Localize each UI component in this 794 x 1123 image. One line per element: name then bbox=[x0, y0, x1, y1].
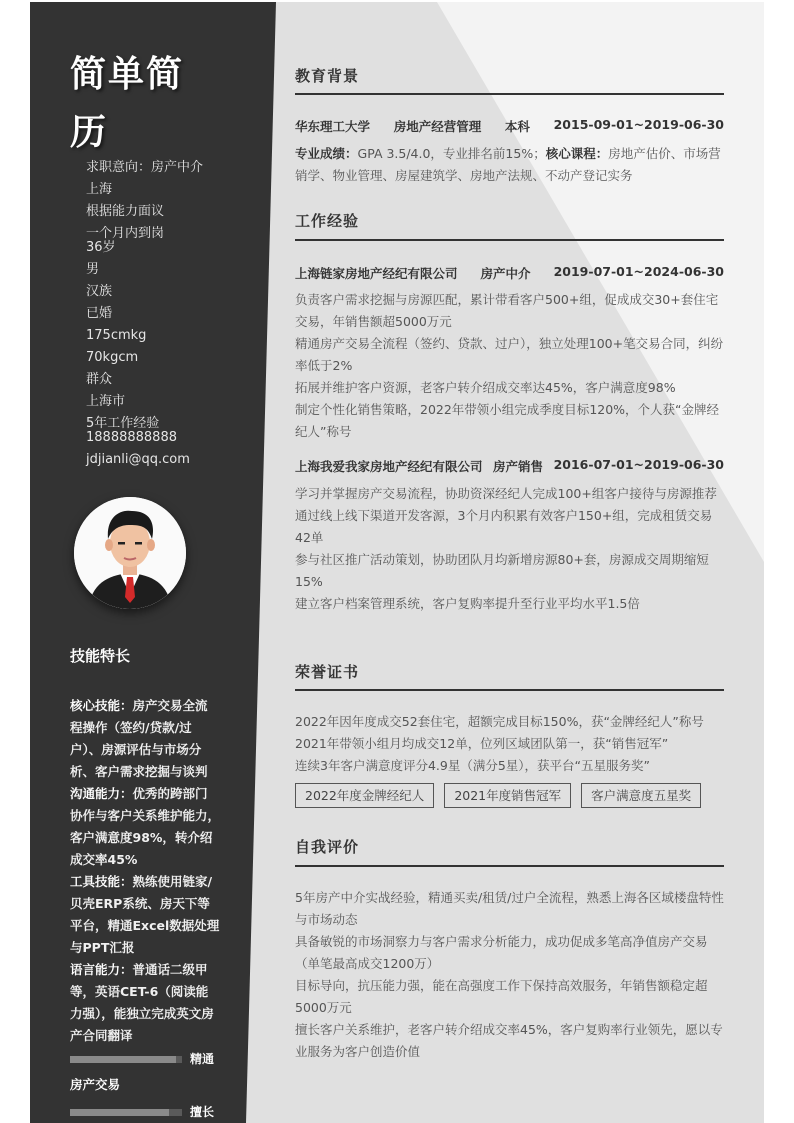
self-eval-title: 自我评价 bbox=[295, 838, 360, 856]
phone: 18888888888 bbox=[86, 430, 177, 445]
section-divider bbox=[295, 689, 724, 691]
skills-list bbox=[70, 695, 220, 1047]
sidebar bbox=[30, 2, 270, 1123]
job-details: 负责客户需求挖掘与房源匹配，累计带看客户500+组，促成成交30+套住宅交易，年销售额超5000万元 精通房产交易全流程（签约、贷款、过户），独立处理100+笔交易合同，纠纷率低于2% 拓展并维护客户资源，老客户转介绍成交率达45%，客户满意度98% 制定个性化销售策略，2022年带领小组完成季度目标120%，个人获“金牌经纪人”称号 bbox=[295, 292, 724, 439]
self-eval-list: 5年房产中介实战经验，精通买卖/租赁/过户全流程，熟悉上海各区域楼盘特性与市场动态 具备敏锐的市场洞察力与客户需求分析能力，成功促成多笔高净值房产交易（单笔最高成交1200万） 目标导向，抗压能力强，能在高强度工作下保持高效服务，年销售额稳定超5000万元 擅长客户关系维护，老客户转介绍成交率45%，客户复购率行业领先，愿以专业服务为客户创造价值 bbox=[295, 890, 724, 1059]
avatar-portrait-icon bbox=[74, 497, 186, 609]
skill-bar-track bbox=[70, 1056, 182, 1063]
skill-bar-fill bbox=[70, 1056, 176, 1063]
gender: 男 bbox=[86, 262, 100, 277]
resume-name: 简单简历 bbox=[70, 54, 185, 153]
personal-info bbox=[86, 160, 203, 468]
honor-tags bbox=[295, 783, 701, 808]
role: 房产销售 bbox=[493, 459, 544, 474]
marital-status: 已婚 bbox=[86, 306, 113, 321]
education-header bbox=[295, 117, 724, 135]
skill-bar-2 bbox=[70, 1105, 250, 1121]
availability: 一个月内到岗 bbox=[86, 226, 165, 241]
email: jdjianli@qq.com bbox=[86, 452, 190, 467]
political-status: 群众 bbox=[86, 372, 113, 387]
role: 房产中介 bbox=[480, 266, 531, 281]
company: 上海链家房地产经纪有限公司 bbox=[295, 266, 458, 281]
skill-language: 语言能力：普通话二级甲等，英语CET-6（阅读能力强），能独立完成英文房产合同翻译 bbox=[70, 962, 214, 1043]
honor-tag: 2022年度金牌经纪人 bbox=[295, 783, 434, 808]
weight: 70kgcm bbox=[86, 350, 139, 365]
avatar bbox=[74, 497, 186, 609]
education-details: 专业成绩：GPA 3.5/4.0，专业排名前15%；核心课程：房地产估价、市场营销学、物业管理、房屋建筑学、房地产法规、不动产登记实务 bbox=[295, 146, 721, 183]
section-divider bbox=[295, 93, 724, 95]
salary: 根据能力面议 bbox=[86, 204, 165, 219]
ethnicity: 汉族 bbox=[86, 284, 113, 299]
job-header bbox=[295, 264, 724, 282]
skills-title: 技能特长 bbox=[70, 647, 131, 665]
section-divider bbox=[295, 865, 724, 867]
residence: 上海市 bbox=[86, 394, 126, 409]
job-intention: 求职意向：房产中介 bbox=[86, 160, 204, 175]
job-period: 2019-07-01~2024-06-30 bbox=[553, 264, 724, 279]
skill-core: 核心技能：房产交易全流程操作（签约/贷款/过户）、房源评估与市场分析、客户需求挖掘与谈判 bbox=[70, 698, 208, 779]
major: 房地产经营管理 bbox=[393, 119, 482, 134]
experience-years: 5年工作经验 bbox=[86, 416, 160, 431]
job-details: 学习并掌握房产交易流程，协助资深经纪人完成100+组客户接待与房源推荐 通过线上线下渠道开发客源，3个月内积累有效客户150+组，完成租赁交易42单 参与社区推广活动策划，协助团队月均新增房源80+套，房源成交周期缩短15% 建立客户档案管理系统，客户复购率提升至行业平均水平1.5倍 bbox=[295, 486, 717, 611]
skill-bar-level: 擅长 bbox=[190, 1105, 215, 1119]
skill-bar-track bbox=[70, 1109, 182, 1116]
school: 华东理工大学 bbox=[295, 119, 371, 134]
honor-tag: 2021年度销售冠军 bbox=[444, 783, 571, 808]
resume-page bbox=[30, 2, 764, 1123]
skill-bar-level: 精通 bbox=[190, 1052, 215, 1066]
degree: 本科 bbox=[504, 119, 530, 134]
skill-bar-1 bbox=[70, 1052, 250, 1068]
skill-tools: 工具技能：熟练使用链家/贝壳ERP系统、房天下等平台，精通Excel数据处理与PPT汇报 bbox=[70, 874, 220, 955]
city: 上海 bbox=[86, 182, 113, 197]
honors-title: 荣誉证书 bbox=[295, 663, 360, 681]
skill-communication: 沟通能力：优秀的跨部门协作与客户关系维护能力，客户满意度98%，转介绍成交率45% bbox=[70, 786, 221, 867]
work-title: 工作经验 bbox=[295, 212, 360, 230]
company: 上海我爱我家房地产经纪有限公司 bbox=[295, 459, 483, 474]
education-period: 2015-09-01~2019-06-30 bbox=[553, 117, 724, 132]
job-header bbox=[295, 457, 724, 475]
skill-bar-2-name: 房产交易 bbox=[70, 1077, 121, 1092]
honors-list: 2022年因年度成交52套住宅，超额完成目标150%，获“金牌经纪人”称号 2021年带领小组月均成交12单，位列区域团队第一，获“销售冠军” 连续3年客户满意度评分4.9星（满分5星），获平台“五星服务奖” bbox=[295, 714, 704, 773]
honor-tag: 客户满意度五星奖 bbox=[581, 783, 701, 808]
age: 36岁 bbox=[86, 240, 116, 255]
section-divider bbox=[295, 239, 724, 241]
height: 175cmkg bbox=[86, 328, 147, 343]
skill-bar-fill bbox=[70, 1109, 169, 1116]
job-period: 2016-07-01~2019-06-30 bbox=[553, 457, 724, 472]
education-title: 教育背景 bbox=[295, 67, 360, 85]
